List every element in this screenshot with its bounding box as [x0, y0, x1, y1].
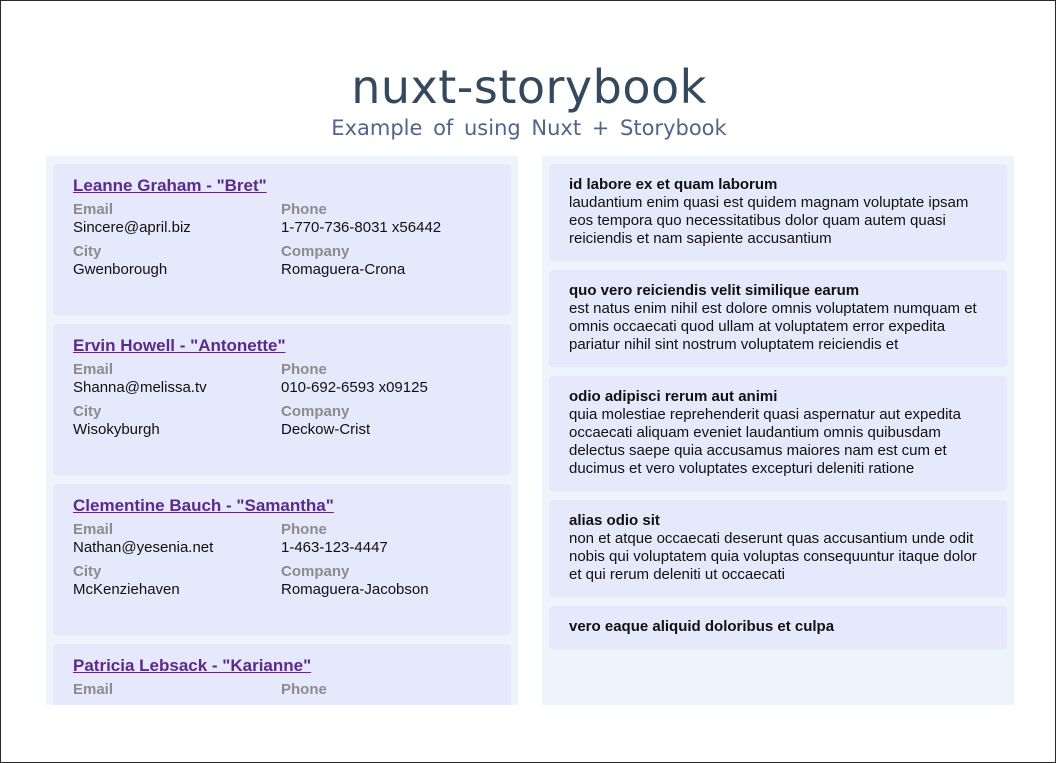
post-title: quo vero reiciendis velit similique earum	[569, 282, 860, 299]
company-value: Romaguera-Jacobson	[281, 581, 429, 598]
phone-label: Phone	[281, 201, 327, 218]
email-value: Shanna@melissa.tv	[73, 379, 207, 396]
company-label: Company	[281, 243, 350, 260]
post-card	[549, 164, 1007, 260]
email-label: Email	[73, 681, 114, 698]
city-label: City	[73, 563, 102, 580]
city-value: Gwenborough	[73, 261, 168, 278]
page-title: nuxt-storybook	[351, 60, 707, 114]
email-value: Sincere@april.biz	[73, 219, 191, 236]
post-body: laudantium enim quasi est quidem magnam voluptate ipsam eos tempora quo necessitatibus dolor quam autem quasi reiciendis et nam sapiente accusantium	[569, 194, 969, 247]
post-title: vero eaque aliquid doloribus et culpa	[569, 618, 835, 635]
email-value: Nathan@yesenia.net	[73, 539, 214, 556]
email-label: Email	[73, 361, 114, 378]
post-card	[549, 606, 1007, 648]
post-body: est natus enim nihil est dolore omnis voluptatem numquam et omnis occaecati quod ullam at voluptatem error expedita pariatur nihil sint nostrum voluptatem reiciendis et	[569, 300, 977, 353]
company-label: Company	[281, 403, 350, 420]
user-card	[53, 324, 511, 474]
user-name-link[interactable]: Patricia Lebsack - "Karianne"	[73, 656, 312, 675]
phone-label: Phone	[281, 681, 327, 698]
post-card	[549, 270, 1007, 366]
users-list[interactable]	[46, 156, 518, 705]
user-name-link[interactable]: Clementine Bauch - "Samantha"	[73, 496, 334, 515]
phone-value: 010-692-6593 x09125	[281, 379, 428, 396]
company-value: Deckow-Crist	[281, 421, 371, 438]
posts-list[interactable]	[542, 156, 1014, 705]
phone-label: Phone	[281, 521, 327, 538]
user-card	[53, 484, 511, 634]
post-card	[549, 500, 1007, 596]
company-value: Romaguera-Crona	[281, 261, 406, 278]
post-title: odio adipisci rerum aut animi	[569, 388, 778, 405]
user-name-link[interactable]: Leanne Graham - "Bret"	[73, 176, 267, 195]
city-value: McKenziehaven	[73, 581, 180, 598]
phone-value: 1-770-736-8031 x56442	[281, 219, 442, 236]
phone-value: 1-463-123-4447	[281, 539, 388, 556]
city-label: City	[73, 403, 102, 420]
page-subtitle: Example of using Nuxt + Storybook	[331, 116, 727, 140]
post-title: alias odio sit	[569, 512, 660, 529]
email-label: Email	[73, 201, 114, 218]
city-value: Wisokyburgh	[73, 421, 160, 438]
company-label: Company	[281, 563, 350, 580]
user-card	[53, 164, 511, 314]
user-name-link[interactable]: Ervin Howell - "Antonette"	[73, 336, 286, 355]
post-body: quia molestiae reprehenderit quasi aspernatur aut expedita occaecati aliquam eveniet laudantium omnis quibusdam delectus saepe quia accusamus maiores nam est cum et ducimus et vero voluptates excepturi deleniti ratione	[569, 406, 961, 477]
user-card	[53, 644, 511, 705]
page-header	[1, 59, 1056, 142]
post-card	[549, 376, 1007, 490]
post-title: id labore ex et quam laborum	[569, 176, 778, 193]
phone-label: Phone	[281, 361, 327, 378]
post-body: non et atque occaecati deserunt quas accusantium unde odit nobis qui voluptatem quia voluptas consequuntur itaque dolor et qui rerum deleniti ut occaecati	[569, 530, 977, 583]
email-label: Email	[73, 521, 114, 538]
city-label: City	[73, 243, 102, 260]
